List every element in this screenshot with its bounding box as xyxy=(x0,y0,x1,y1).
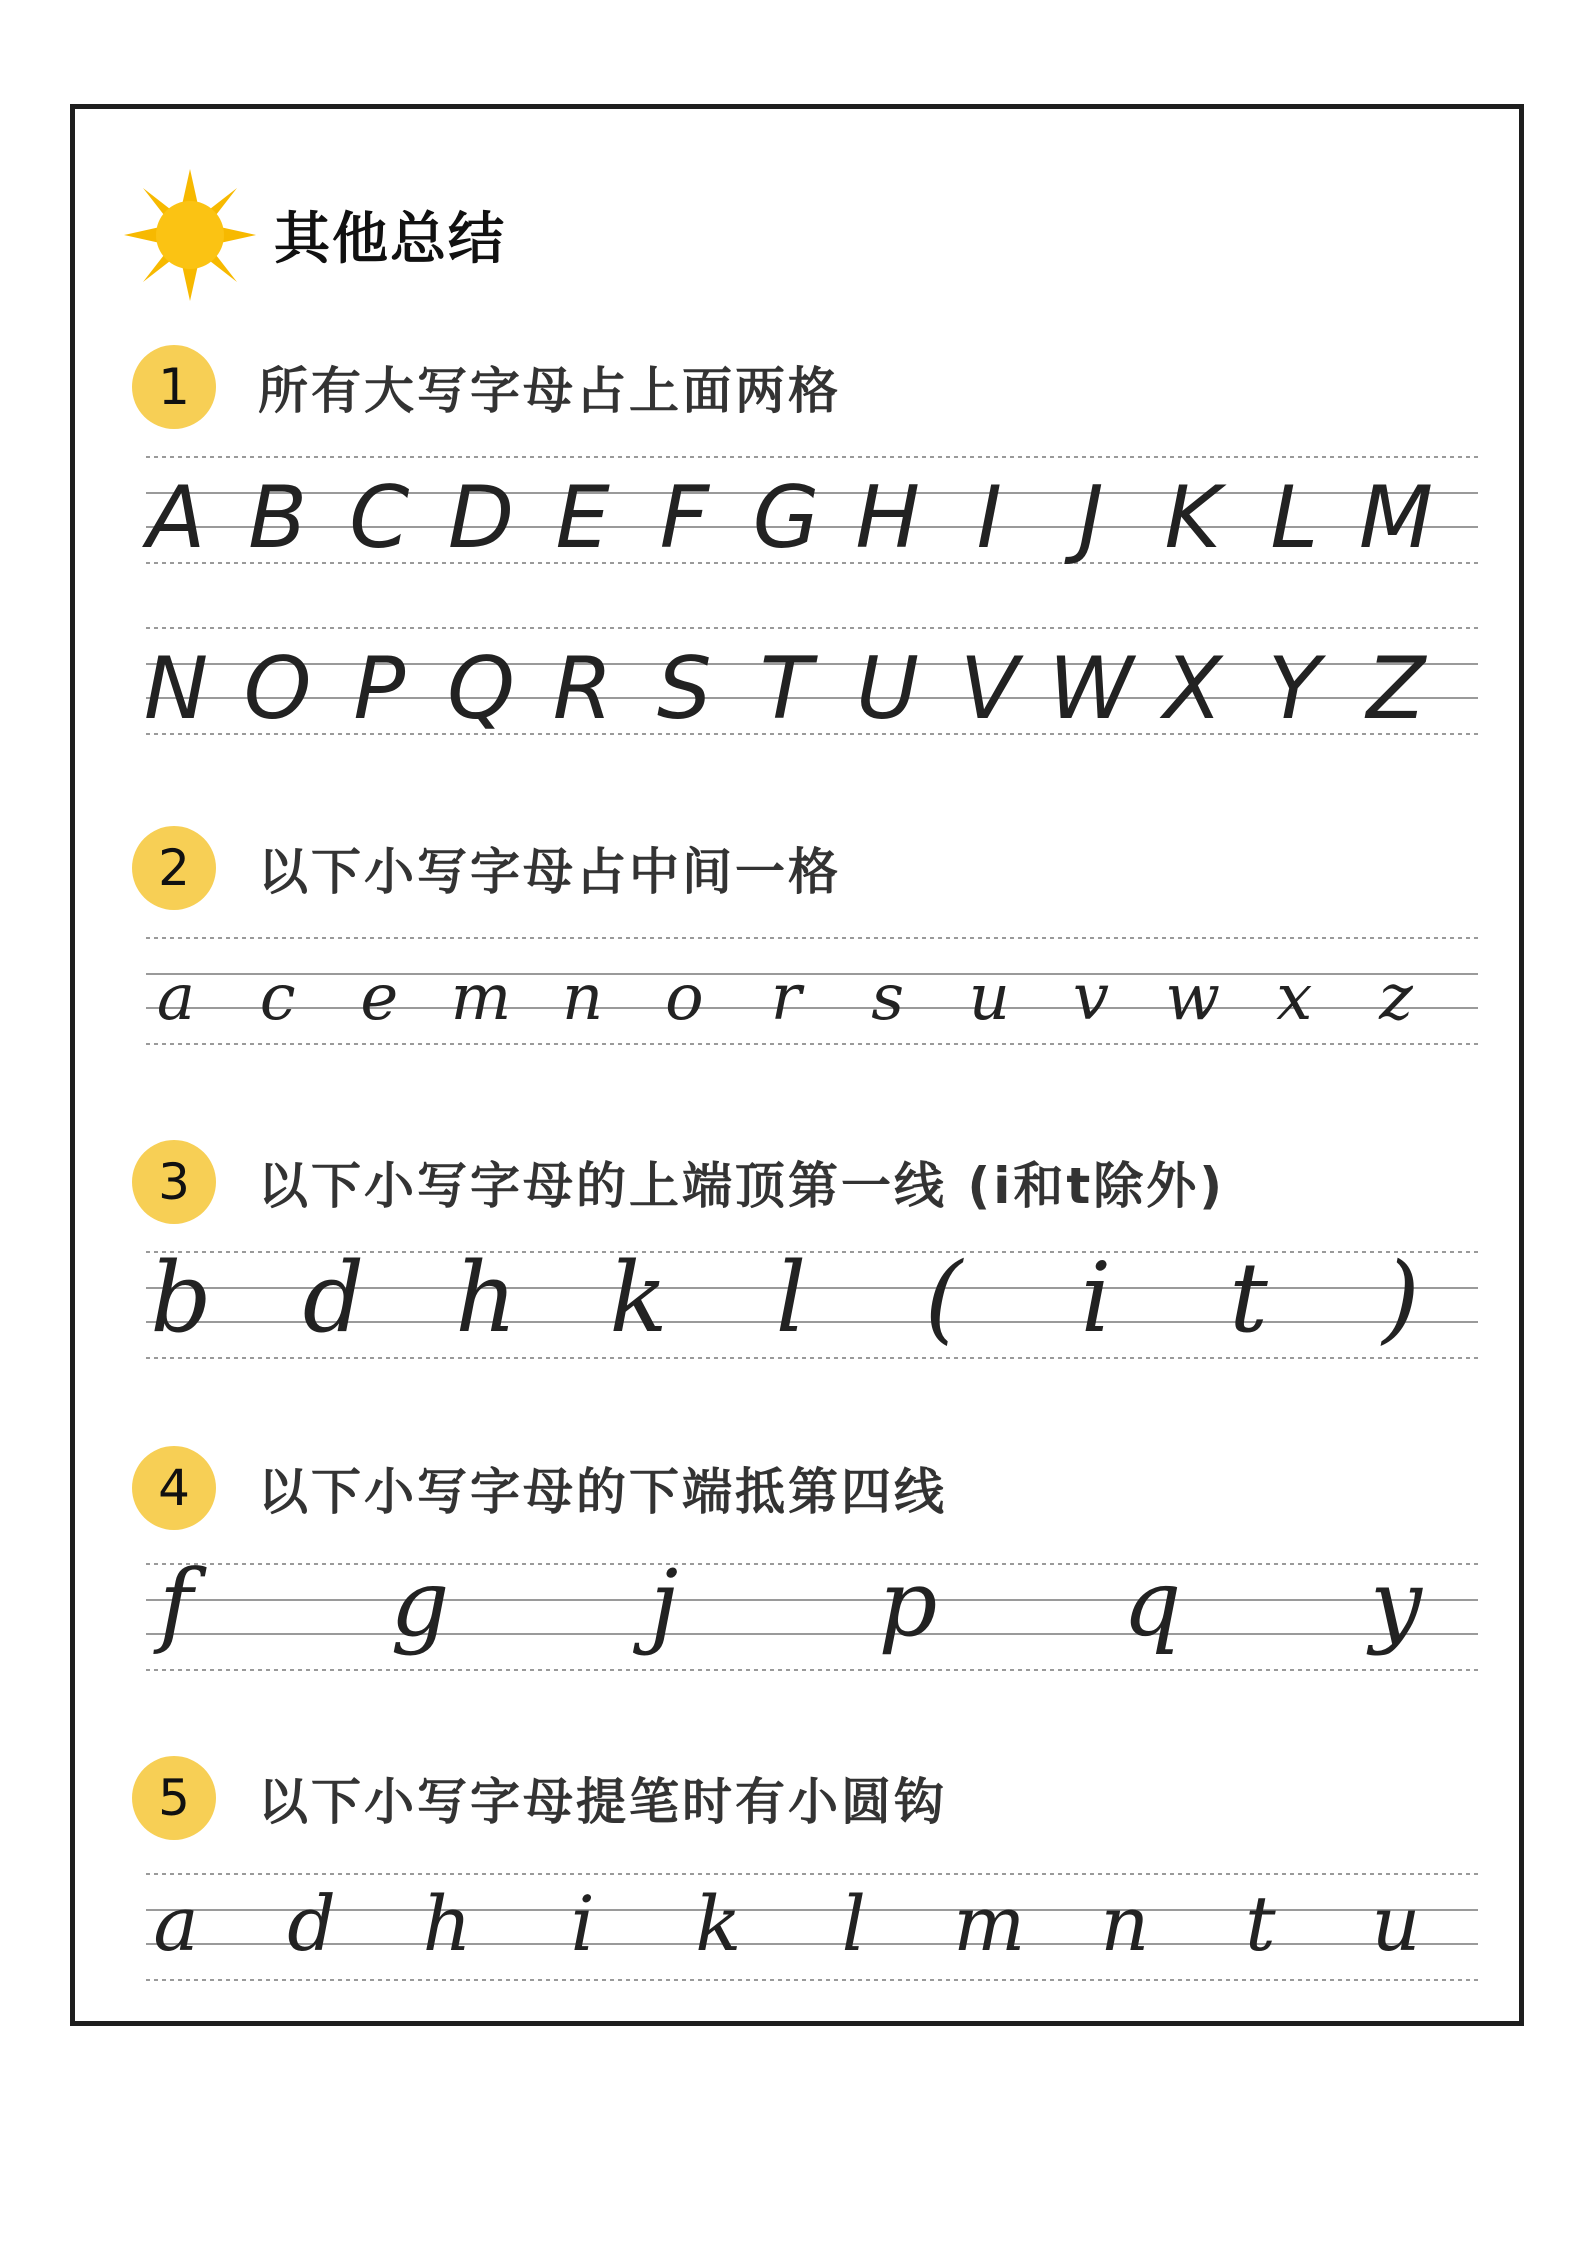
letter-glyph: j xyxy=(649,1550,679,1657)
letter-glyph: V xyxy=(959,639,1019,739)
letter-glyph: v xyxy=(1072,961,1110,1035)
page-title: 其他总结 xyxy=(274,207,506,272)
header xyxy=(120,165,506,305)
letter-glyph: g xyxy=(390,1550,450,1657)
letter-glyph: L xyxy=(1270,468,1319,568)
letter-glyph: m xyxy=(450,961,512,1035)
letter-glyph: m xyxy=(953,1879,1026,1968)
letter-glyph: ) xyxy=(1382,1242,1420,1354)
writing-row-upper-2 xyxy=(143,626,1478,754)
letter-glyph: G xyxy=(752,468,820,568)
section-3-title: 以下小写字母的上端顶第一线 (i和t除外) xyxy=(258,1157,1226,1215)
letter-glyph: D xyxy=(447,468,515,568)
letter-glyph: n xyxy=(1100,1879,1150,1968)
letter-glyph: i xyxy=(1080,1242,1112,1354)
letter-glyph: n xyxy=(562,961,604,1035)
letter-glyph: h xyxy=(422,1879,472,1968)
letter-glyph: t xyxy=(1229,1242,1268,1354)
letter-glyph: U xyxy=(856,639,920,739)
section-4-heading xyxy=(132,1446,947,1530)
letter-glyph: R xyxy=(552,639,613,739)
letter-glyph: F xyxy=(659,468,710,568)
writing-row-middle xyxy=(146,936,1478,1064)
letter-glyph: y xyxy=(1370,1550,1422,1657)
letter-glyph: l xyxy=(775,1242,807,1354)
letter-glyph: k xyxy=(695,1879,742,1968)
letter-glyph: ( xyxy=(924,1242,963,1354)
letter-glyph: A xyxy=(146,468,206,568)
letter-glyph: t xyxy=(1245,1879,1276,1968)
guide-lines xyxy=(146,1562,1478,1690)
letter-glyph: E xyxy=(555,468,610,568)
letter-glyph: r xyxy=(770,961,802,1035)
letter-glyph: I xyxy=(976,468,1003,568)
letter-glyph: W xyxy=(1048,639,1134,739)
sun-icon xyxy=(120,165,260,305)
letter-glyph: w xyxy=(1165,961,1221,1035)
section-3-badge: 3 xyxy=(132,1140,216,1224)
letter-glyph: i xyxy=(570,1879,595,1968)
section-2-badge: 2 xyxy=(132,826,216,910)
letter-glyph: l xyxy=(841,1879,866,1968)
letter-glyph: z xyxy=(1379,961,1413,1035)
section-2-heading xyxy=(132,826,841,910)
letter-glyph: M xyxy=(1358,468,1434,568)
section-4-title: 以下小写字母的下端抵第四线 xyxy=(258,1463,947,1521)
letter-glyph: a xyxy=(156,961,196,1035)
letter-glyph: T xyxy=(759,639,813,739)
letter-glyph: C xyxy=(349,468,410,568)
letter-glyph: u xyxy=(968,961,1010,1035)
section-1-badge: 1 xyxy=(132,345,216,429)
writing-row-descender xyxy=(146,1550,1478,1690)
letter-glyph: N xyxy=(143,639,209,739)
letter-glyph: o xyxy=(665,961,704,1035)
letter-glyph: O xyxy=(243,639,312,739)
letter-glyph: p xyxy=(878,1550,938,1657)
letter-glyph: X xyxy=(1163,639,1223,739)
guide-lines xyxy=(146,1872,1478,2000)
section-4-badge: 4 xyxy=(132,1446,216,1530)
letter-glyph: d xyxy=(302,1242,365,1354)
section-2-title: 以下小写字母占中间一格 xyxy=(258,843,841,901)
section-1-title: 所有大写字母占上面两格 xyxy=(258,362,841,420)
letter-glyph: e xyxy=(360,961,399,1035)
letter-glyph: c xyxy=(259,961,296,1035)
letter-glyph: B xyxy=(248,468,308,568)
section-5-heading xyxy=(132,1756,947,1840)
writing-row-hook xyxy=(146,1872,1478,2000)
letter-glyph: b xyxy=(150,1242,212,1354)
letter-glyph: P xyxy=(353,639,406,739)
letter-glyph: q xyxy=(1122,1550,1182,1657)
writing-row-ascender xyxy=(146,1242,1478,1378)
letter-glyph: u xyxy=(1371,1879,1421,1968)
letter-glyph: Z xyxy=(1366,639,1426,739)
letter-glyph: J xyxy=(1078,468,1104,568)
letter-glyph: Y xyxy=(1268,639,1321,739)
section-5-badge: 5 xyxy=(132,1756,216,1840)
writing-row-upper-1 xyxy=(146,455,1478,583)
section-3-heading xyxy=(132,1140,1225,1224)
letter-glyph: s xyxy=(871,961,905,1035)
letter-glyph: h xyxy=(455,1242,517,1354)
letter-glyph: H xyxy=(855,468,920,568)
section-1-heading xyxy=(132,345,841,429)
section-5-title: 以下小写字母提笔时有小圆钩 xyxy=(258,1773,947,1831)
letter-glyph: a xyxy=(153,1879,199,1968)
letter-glyph: Q xyxy=(447,639,515,739)
letter-glyph: S xyxy=(657,639,712,739)
letter-glyph: x xyxy=(1276,961,1313,1035)
letter-glyph: K xyxy=(1164,468,1221,568)
letter-glyph: k xyxy=(609,1242,668,1354)
letter-glyph: d xyxy=(287,1879,336,1968)
letter-glyph: f xyxy=(158,1550,194,1657)
